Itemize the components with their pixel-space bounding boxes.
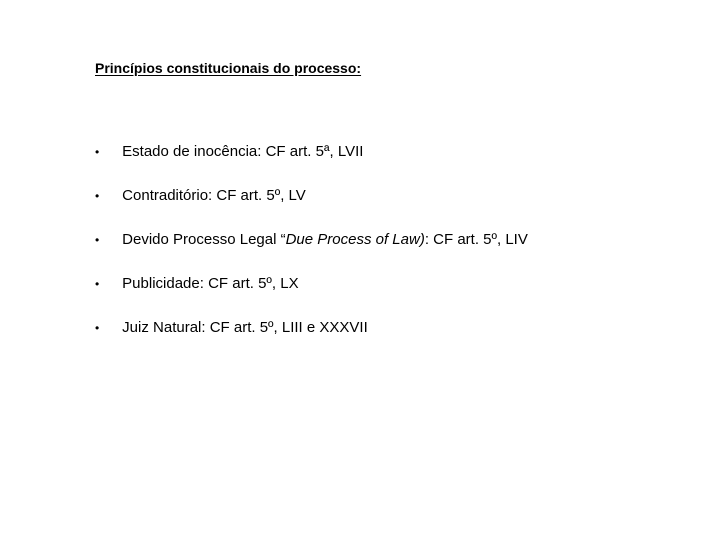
list-item [95, 186, 528, 230]
bullet-icon: • [95, 233, 100, 247]
list-item [95, 274, 528, 318]
list-item [95, 142, 528, 186]
bullet-icon: • [95, 321, 100, 335]
bullet-icon: • [95, 145, 100, 159]
bullet-text: Estado de inocência: CF art. 5ª, LVII [122, 143, 364, 160]
bullet-text [122, 231, 528, 248]
bullet-text: Contraditório: CF art. 5º, LV [122, 187, 306, 204]
list-item [95, 318, 528, 362]
bullet-text-suffix: : CF art. 5º, LIV [424, 231, 528, 248]
bullet-text: Juiz Natural: CF art. 5º, LIII e XXXVII [122, 319, 368, 336]
bullet-text-italic: Due Process of Law) [285, 231, 425, 248]
bullet-icon: • [95, 189, 100, 203]
list-item [95, 230, 528, 274]
bullet-list [95, 142, 528, 362]
bullet-text: Publicidade: CF art. 5º, LX [122, 275, 299, 292]
bullet-icon: • [95, 277, 100, 291]
bullet-text-prefix: Devido Processo Legal “ [122, 231, 286, 248]
slide-title: Princípios constitucionais do processo: [95, 60, 362, 76]
